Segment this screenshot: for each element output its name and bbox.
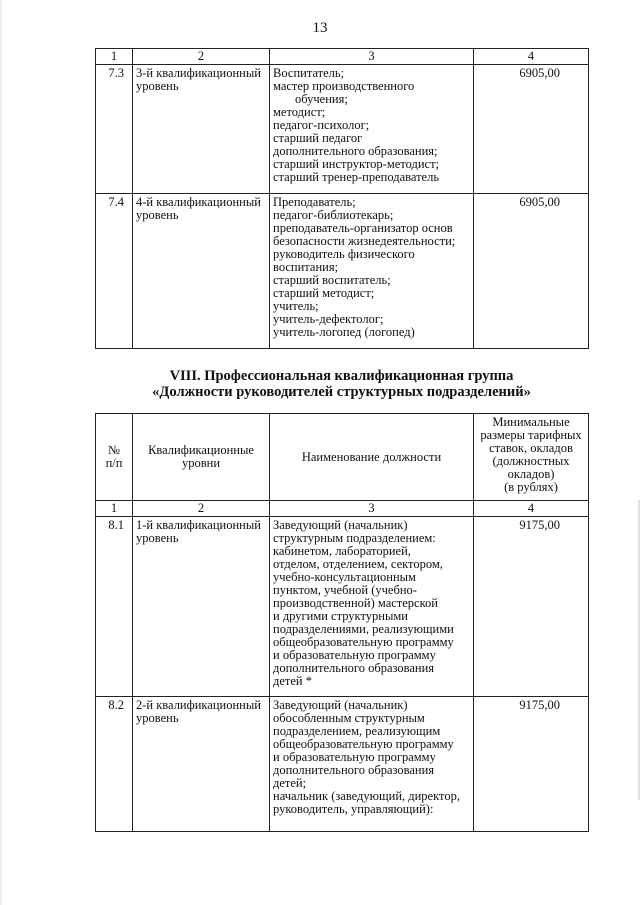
table-row — [96, 697, 589, 832]
position-list: Преподаватель; педагог-библиотекарь; преподаватель-организатор основ безопасности жизнедеятельности; руководитель физического воспитания; старший воспитатель; старший методист; учитель; учитель-дефектолог; учитель-логопед (логопед) — [270, 194, 474, 349]
position-list: Заведующий (начальник) структурным подразделением: кабинетом, лабораторией, отделом, отделением, сектором, учебно-консультационным пунктом, учебной (учебно- производственной) мастерской и другими структурными подразделениями, реализующими общеобразовательную программу и образовательную программу дополнительного образования детей * — [270, 517, 474, 697]
col-num-2: 2 — [133, 501, 270, 517]
row-number: 7.4 — [96, 194, 133, 349]
qualification-level: 2-й квалификационный уровень — [133, 697, 270, 832]
col-num-1: 1 — [96, 501, 133, 517]
table-row — [96, 517, 589, 697]
table-row — [96, 65, 589, 194]
qualification-level: 1-й квалификационный уровень — [133, 517, 270, 697]
table-row — [96, 194, 589, 349]
header-position: Наименование должности — [270, 414, 474, 501]
header-num: № п/п — [96, 414, 133, 501]
position-list: Воспитатель; мастер производственного обучения; методист; педагог-психолог; старший педагог дополнительного образования; старший инструктор-методист; старший тренер-преподаватель — [270, 65, 474, 194]
col-num-4: 4 — [474, 49, 589, 65]
row-number: 8.1 — [96, 517, 133, 697]
table-pkg-viii — [95, 413, 589, 832]
section-title: VIII. Профессиональная квалификационная группа «Должности руководителей структурных подразделений» — [152, 368, 531, 400]
column-number-row — [96, 501, 589, 517]
col-num-2: 2 — [133, 49, 270, 65]
col-num-4: 4 — [474, 501, 589, 517]
salary-value: 6905,00 — [474, 194, 589, 349]
col-num-3: 3 — [270, 501, 474, 517]
page-number: 13 — [312, 20, 328, 36]
row-number: 8.2 — [96, 697, 133, 832]
salary-value: 6905,00 — [474, 65, 589, 194]
qualification-level: 3-й квалификационный уровень — [133, 65, 270, 194]
col-num-1: 1 — [96, 49, 133, 65]
col-num-3: 3 — [270, 49, 474, 65]
position-list: Заведующий (начальник) обособленным структурным подразделением, реализующим общеобразовательную программу и образовательную программу дополнительного образования детей; начальник (заведующий, директор, руководитель, управляющий): — [270, 697, 474, 832]
table-pkg-vii — [95, 48, 589, 349]
header-level: Квалификационные уровни — [133, 414, 270, 501]
salary-value: 9175,00 — [474, 517, 589, 697]
column-number-row — [96, 49, 589, 65]
header-salary: Минимальные размеры тарифных ставок, окладов (должностных окладов) (в рублях) — [474, 414, 589, 501]
salary-value: 9175,00 — [474, 697, 589, 832]
scan-edge-left — [0, 0, 2, 905]
qualification-level: 4-й квалификационный уровень — [133, 194, 270, 349]
row-number: 7.3 — [96, 65, 133, 194]
table-header-row — [96, 414, 589, 501]
